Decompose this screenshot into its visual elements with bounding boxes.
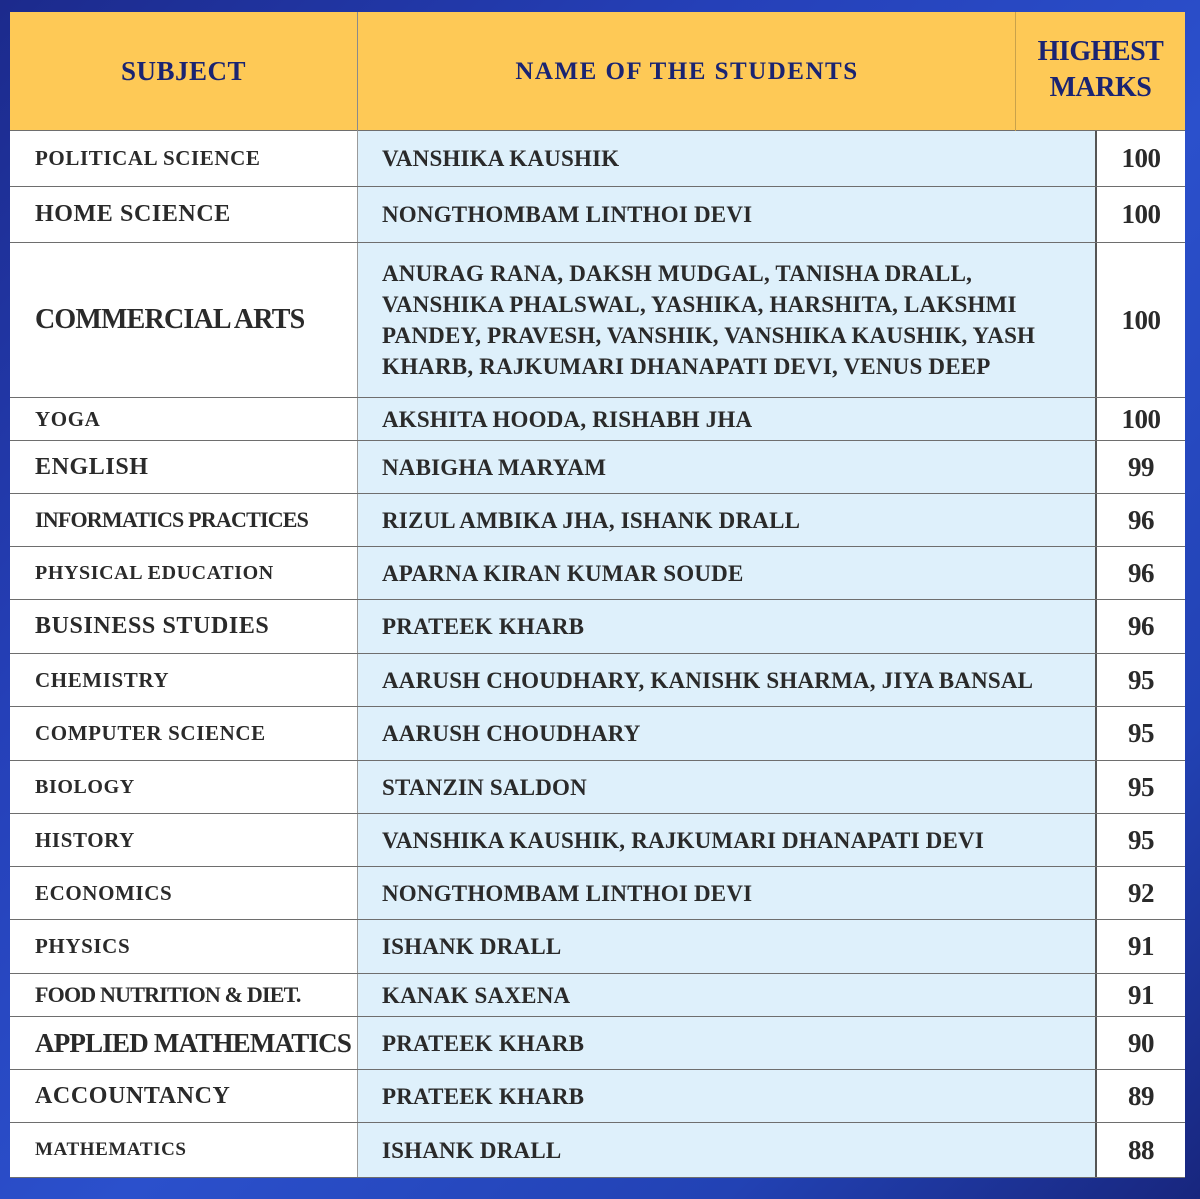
table-row	[10, 867, 1185, 920]
table-row	[10, 1017, 1185, 1070]
table-row	[10, 187, 1185, 243]
students-column-header: NAME OF THE STUDENTS	[357, 12, 1016, 131]
students-cell: AARUSH CHOUDHARY, KANISHK SHARMA, JIYA BANSAL	[357, 654, 1095, 706]
table-row	[10, 131, 1185, 187]
marks-cell: 99	[1095, 441, 1185, 493]
table-row	[10, 707, 1185, 761]
results-table	[10, 12, 1185, 1178]
marks-cell: 89	[1095, 1070, 1185, 1122]
subject-cell: BIOLOGY	[10, 761, 357, 813]
students-cell: AARUSH CHOUDHARY	[357, 707, 1095, 760]
table-row	[10, 441, 1185, 494]
students-cell: ISHANK DRALL	[357, 920, 1095, 973]
subject-cell: BUSINESS STUDIES	[10, 600, 357, 653]
students-cell: KANAK SAXENA	[357, 974, 1095, 1016]
marks-cell: 100	[1095, 187, 1185, 242]
table-row	[10, 600, 1185, 654]
students-cell: STANZIN SALDON	[357, 761, 1095, 813]
marks-cell: 100	[1095, 398, 1185, 440]
table-row	[10, 761, 1185, 814]
subject-cell: ENGLISH	[10, 441, 357, 493]
marks-cell: 95	[1095, 707, 1185, 760]
subject-cell: ECONOMICS	[10, 867, 357, 919]
subject-cell: COMPUTER SCIENCE	[10, 707, 357, 760]
table-row	[10, 974, 1185, 1017]
students-cell: ANURAG RANA, DAKSH MUDGAL, TANISHA DRALL, VANSHIKA PHALSWAL, YASHIKA, HARSHITA, LAKSHMI PANDEY, PRAVESH, VANSHIK, VANSHIKA KAUSHIK, YASH KHARB, RAJKUMARI DHANAPATI DEVI, VENUS DEEP	[357, 243, 1095, 397]
marks-cell: 91	[1095, 920, 1185, 973]
subject-cell: CHEMISTRY	[10, 654, 357, 706]
students-cell: NABIGHA MARYAM	[357, 441, 1095, 493]
students-cell: ISHANK DRALL	[357, 1123, 1095, 1177]
students-cell: PRATEEK KHARB	[357, 1070, 1095, 1122]
students-cell: APARNA KIRAN KUMAR SOUDE	[357, 547, 1095, 599]
marks-cell: 92	[1095, 867, 1185, 919]
marks-cell: 95	[1095, 761, 1185, 813]
subject-cell: HISTORY	[10, 814, 357, 866]
marks-cell: 100	[1095, 243, 1185, 397]
table-header	[10, 12, 1185, 131]
table-row	[10, 1123, 1185, 1178]
subject-cell: PHYSICAL EDUCATION	[10, 547, 357, 599]
subject-column-header: SUBJECT	[120, 56, 247, 86]
table-row	[10, 920, 1185, 974]
marks-column-header	[1015, 12, 1185, 131]
subject-cell: MATHEMATICS	[10, 1123, 357, 1177]
marks-header-line-1: HIGHEST	[1037, 35, 1164, 67]
subject-cell: ACCOUNTANCY	[10, 1070, 357, 1122]
subject-cell: HOME SCIENCE	[10, 187, 357, 242]
table-row	[10, 398, 1185, 441]
students-cell: NONGTHOMBAM LINTHOI DEVI	[357, 867, 1095, 919]
marks-cell: 96	[1095, 494, 1185, 546]
table-row	[10, 243, 1185, 398]
marks-cell: 100	[1095, 131, 1185, 186]
subject-cell: POLITICAL SCIENCE	[10, 131, 357, 186]
marks-cell: 96	[1095, 600, 1185, 653]
subject-cell: PHYSICS	[10, 920, 357, 973]
marks-cell: 95	[1095, 814, 1185, 866]
students-cell: AKSHITA HOODA, RISHABH JHA	[357, 398, 1095, 440]
marks-cell: 95	[1095, 654, 1185, 706]
marks-cell: 90	[1095, 1017, 1185, 1069]
table-row	[10, 1070, 1185, 1123]
marks-cell: 91	[1095, 974, 1185, 1016]
table-row	[10, 654, 1185, 707]
students-cell: VANSHIKA KAUSHIK, RAJKUMARI DHANAPATI DEVI	[357, 814, 1095, 866]
subject-cell: INFORMATICS PRACTICES	[10, 494, 357, 546]
subject-cell: YOGA	[10, 398, 357, 440]
students-cell: PRATEEK KHARB	[357, 1017, 1095, 1069]
subject-cell: APPLIED MATHEMATICS	[10, 1017, 357, 1069]
students-cell: VANSHIKA KAUSHIK	[357, 131, 1095, 186]
students-cell: NONGTHOMBAM LINTHOI DEVI	[357, 187, 1095, 242]
marks-cell: 96	[1095, 547, 1185, 599]
table-row	[10, 494, 1185, 547]
students-cell: RIZUL AMBIKA JHA, ISHANK DRALL	[357, 494, 1095, 546]
subject-cell: FOOD NUTRITION & DIET.	[10, 974, 357, 1016]
table-row	[10, 547, 1185, 600]
marks-cell: 88	[1095, 1123, 1185, 1177]
students-cell: PRATEEK KHARB	[357, 600, 1095, 653]
subject-cell: COMMERCIAL ARTS	[10, 243, 357, 397]
table-row	[10, 814, 1185, 867]
marks-header-line-2: MARKS	[1049, 71, 1152, 103]
